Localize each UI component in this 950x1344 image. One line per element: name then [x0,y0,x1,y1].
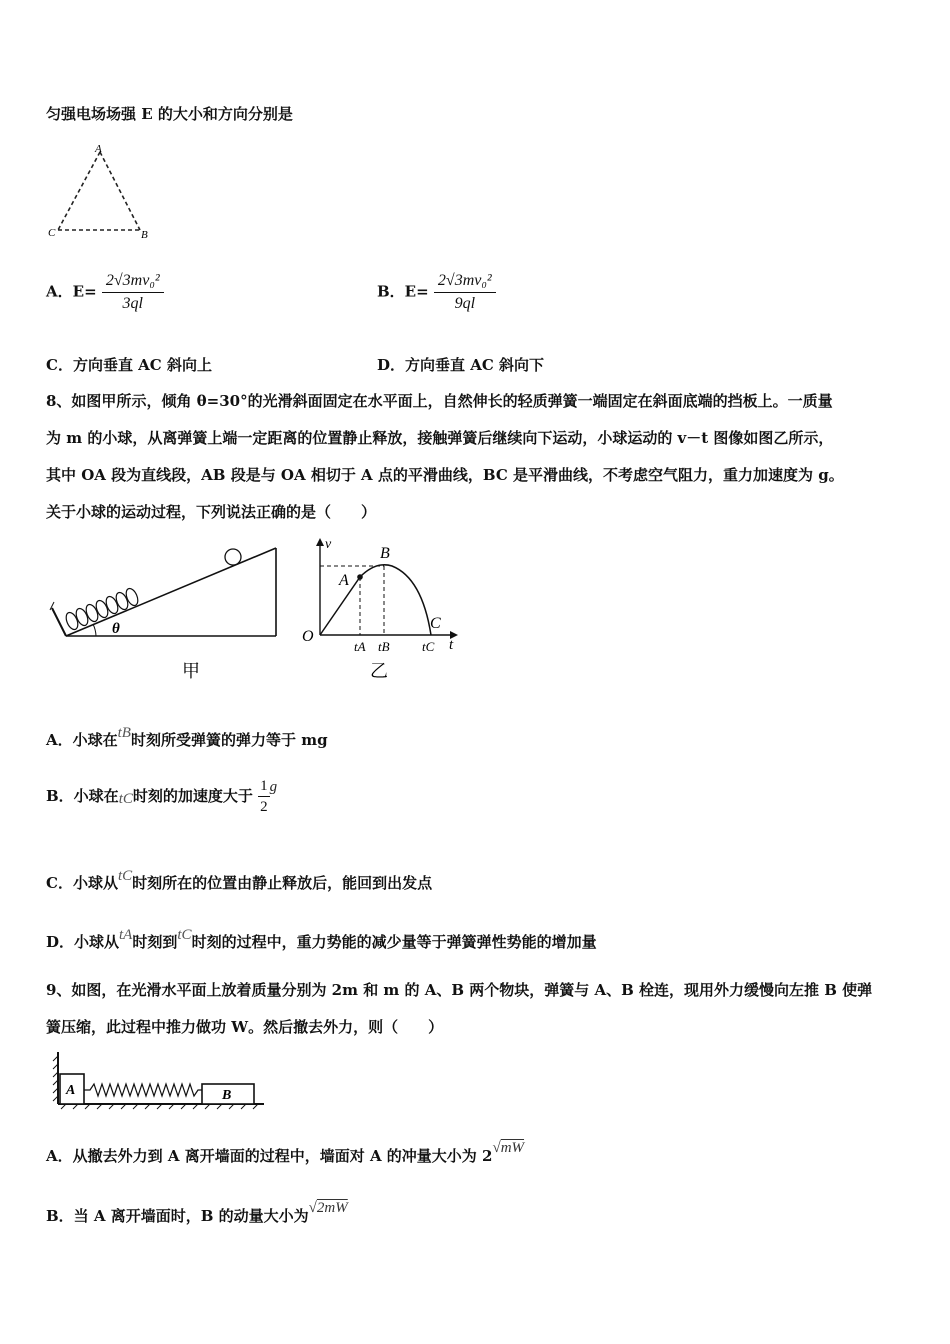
q8-t-label: t [449,637,454,653]
q9-option-a-radicand: mW [500,1140,525,1156]
q8-option-b-g: g [269,779,278,795]
q7-label-b: B [141,229,148,241]
q9-option-a [46,1140,525,1166]
q8-o-label: O [302,628,314,645]
q8-option-b-numerator: 1 [258,778,270,797]
q8-ta-label: tA [354,639,366,654]
q8-stem-line-4: 关于小球的运动过程，下列说法正确的是（ ） [46,503,377,521]
q7-option-a-denominator: 3ql [122,295,143,312]
q9-block-a-label: A [66,1083,76,1098]
q8-jia-label: 甲 [182,661,200,681]
q7-label-a: A [95,143,102,155]
q7-option-b-numerator: 2√3mv₀² [434,272,496,293]
q8-incline-figure [44,540,284,690]
q8-option-d-pre: D．小球从 [46,933,120,951]
q8-option-d-post: 时刻的过程中，重力势能的减少量等于弹簧弹性势能的增加量 [191,933,597,951]
q8-tc-label: tC [422,639,435,654]
q8-option-d [46,927,597,952]
q9-stem-line-2: 簧压缩，此过程中推力做功 W。然后撤去外力，则（ ） [46,1018,444,1036]
q7-option-a-fraction [102,272,164,313]
q8-v-label: v [325,537,332,552]
q8-stem-line-1: 8、如图甲所示，倾角 θ=30°的光滑斜面固定在水平面上，自然伸长的轻质弹簧一端固定在斜面底端的挡板上。一质量 [46,392,833,410]
q8-stem-line-2: 为 m 的小球，从离弹簧上端一定距离的位置静止释放，接触弹簧后继续向下运动，小球运动的 v－t 图像如图乙所示， [46,429,834,447]
q7-option-c: C．方向垂直 AC 斜向上 [46,356,212,374]
q9-option-b-text: B．当 A 离开墙面时，B 的动量大小为 [46,1207,309,1225]
q7-option-b-fraction [434,272,496,313]
q9-option-b-radicand: 2mW [316,1200,348,1216]
q8-option-b-pre: B．小球在 [46,787,119,805]
q8-option-b [46,778,277,816]
q8-yi-label: 乙 [370,661,388,681]
q8-b-label: B [380,545,390,562]
q8-stem-line-3: 其中 OA 段为直线段，AB 段是与 OA 相切于 A 点的平滑曲线，BC 是平滑曲线，不考虑空气阻力，重力加速度为 g。 [46,466,844,484]
q8-option-c-post: 时刻所在的位置由静止释放后，能回到出发点 [132,874,433,892]
q8-option-a [46,725,328,750]
q7-option-b [377,272,496,313]
q8-theta-label: θ [112,621,120,637]
q8-option-b-denominator: 2 [260,799,268,815]
q8-option-a-time: tB [117,725,131,741]
q8-option-b-time: tC [118,791,133,807]
q9-option-a-text: A．从撤去外力到 A 离开墙面的过程中，墙面对 A 的冲量大小为 2 [46,1147,493,1165]
q7-label-c: C [48,227,56,239]
q9-option-b-radical: √2mW [308,1200,348,1216]
q8-option-d-mid: 时刻到 [132,933,178,951]
q8-option-d-time-1: tA [119,927,133,943]
q8-tb-label: tB [378,639,390,654]
q7-option-a-numerator: 2√3mv₀² [102,272,164,293]
q7-option-b-denominator: 9ql [454,295,476,312]
q7-triangle-figure [40,140,160,245]
q8-option-c-pre: C．小球从 [46,874,118,892]
q8-option-b-fraction [258,778,270,816]
q8-a-label: A [339,572,349,589]
q7-stem: 匀强电场场强 E 的大小和方向分别是 [46,105,293,123]
q7-option-b-label: B．E= [377,282,429,301]
q8-option-a-post: 时刻所受弹簧的弹力等于 mg [130,731,328,749]
q7-option-a-label: A．E= [46,282,97,301]
q9-block-b-label: B [222,1088,232,1103]
q7-option-a [46,272,164,313]
q8-vt-graph [298,533,468,688]
q7-option-d: D．方向垂直 AC 斜向下 [377,356,545,374]
q9-option-b [46,1200,348,1226]
q8-c-label: C [430,615,441,632]
q8-option-a-pre: A．小球在 [46,731,118,749]
q8-option-c [46,868,433,893]
q9-stem-line-1: 9、如图，在光滑水平面上放着质量分别为 2m 和 m 的 A、B 两个物块，弹簧与 A、B 栓连，现用外力缓慢向左推 B 使弹 [46,981,873,999]
q9-option-a-radical: √mW [492,1140,525,1156]
q8-option-b-post: 时刻的加速度大于 [132,787,253,805]
q8-option-d-time-2: tC [177,927,192,943]
q9-spring-blocks-figure [50,1048,270,1110]
q8-option-c-time: tC [117,868,133,884]
